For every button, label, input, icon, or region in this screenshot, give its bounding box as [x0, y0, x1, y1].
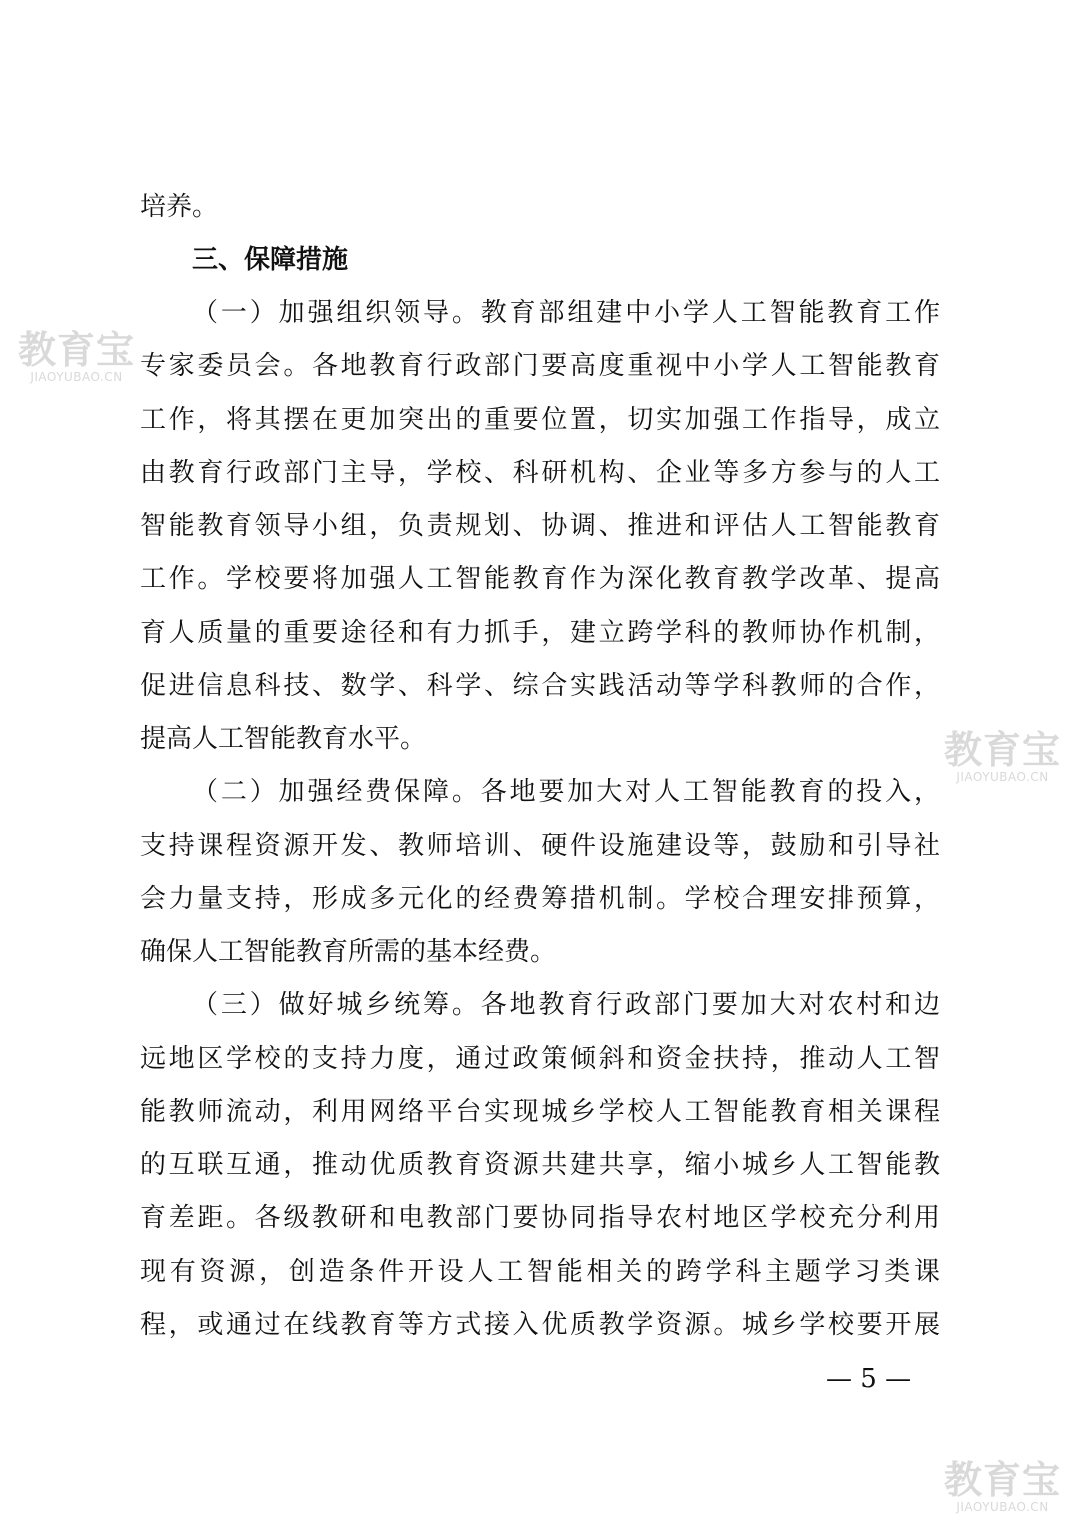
text-line: 支持课程资源开发、教师培训、硬件设施建设等，鼓励和引导社 [140, 831, 940, 861]
text-line: 现有资源，创造条件开设人工智能相关的跨学科主题学习类课 [140, 1257, 940, 1287]
text-line: 培养。 [140, 192, 219, 222]
watermark-domain: JIAOYUBAO.CN [956, 770, 1049, 784]
watermark [944, 1460, 1061, 1514]
text-line: 提高人工智能教育水平。 [140, 724, 427, 754]
watermark [944, 730, 1061, 784]
text-line: 专家委员会。各地教育行政部门要高度重视中小学人工智能教育 [140, 351, 940, 381]
text-line: 由教育行政部门主导，学校、科研机构、企业等多方参与的人工 [140, 458, 940, 488]
text-line: 确保人工智能教育所需的基本经费。 [140, 937, 557, 967]
text-line: （三）做好城乡统筹。各地教育行政部门要加大对农村和边 [192, 990, 940, 1020]
watermark [18, 330, 135, 384]
text-line: 工作，将其摆在更加突出的重要位置，切实加强工作指导，成立 [140, 405, 940, 435]
page-number: — 5 — [826, 1364, 912, 1394]
watermark-logo: 教育宝 [18, 328, 136, 372]
text-line: 能教师流动，利用网络平台实现城乡学校人工智能教育相关课程 [140, 1097, 940, 1127]
text-line: （一）加强组织领导。教育部组建中小学人工智能教育工作 [192, 298, 940, 328]
watermark-logo: 教育宝 [944, 1458, 1062, 1502]
text-line: 育人质量的重要途径和有力抓手，建立跨学科的教师协作机制， [140, 618, 940, 648]
watermark-logo: 教育宝 [944, 728, 1062, 772]
text-line: 程，或通过在线教育等方式接入优质教学资源。城乡学校要开展 [140, 1310, 940, 1340]
section-heading: 三、保障措施 [192, 245, 349, 275]
watermark-domain: JIAOYUBAO.CN [30, 370, 123, 384]
text-line: 智能教育领导小组，负责规划、协调、推进和评估人工智能教育 [140, 511, 940, 541]
text-line: 会力量支持，形成多元化的经费筹措机制。学校合理安排预算， [140, 884, 940, 914]
text-line: 育差距。各级教研和电教部门要协同指导农村地区学校充分利用 [140, 1203, 940, 1233]
text-line: 工作。学校要将加强人工智能教育作为深化教育教学改革、提高 [140, 564, 940, 594]
text-line: 促进信息科技、数学、科学、综合实践活动等学科教师的合作， [140, 671, 940, 701]
text-line: 远地区学校的支持力度，通过政策倾斜和资金扶持，推动人工智 [140, 1044, 940, 1074]
watermark-domain: JIAOYUBAO.CN [956, 1500, 1049, 1514]
text-line: （二）加强经费保障。各地要加大对人工智能教育的投入， [192, 777, 940, 807]
text-line: 的互联互通，推动优质教育资源共建共享，缩小城乡人工智能教 [140, 1150, 940, 1180]
